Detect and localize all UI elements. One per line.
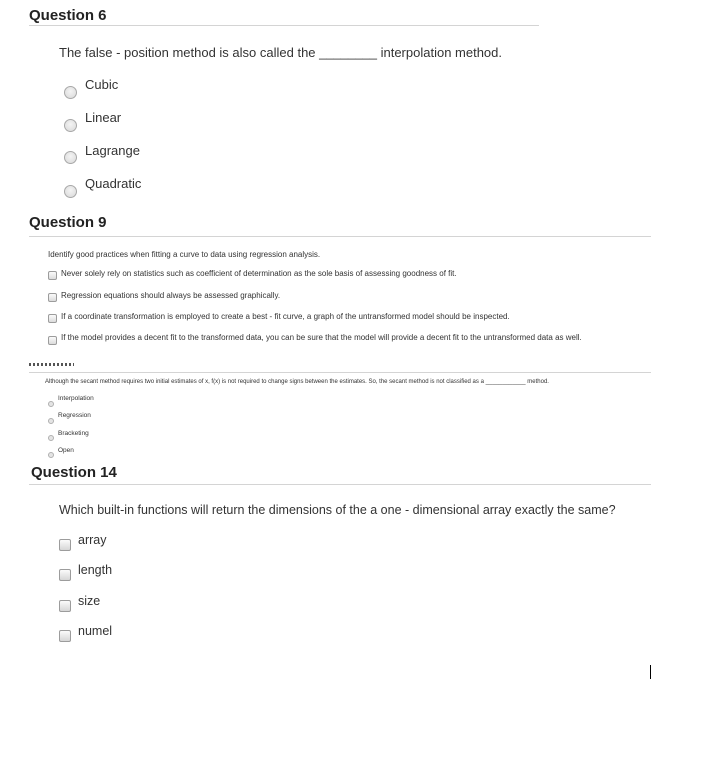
option-open-label[interactable]: Open [58,447,74,454]
text-cursor [650,665,651,679]
checkbox-size[interactable] [59,600,71,612]
option-interpolation-label[interactable]: Interpolation [58,395,94,402]
option-regression-label[interactable]: Regression [58,412,91,419]
question-11-prompt: Although the secant method requires two initial estimates of x, f(x) is not required to change signs between the estimates. So, the secant method is not classified as a ____________ method. [45,379,549,385]
divider [29,236,651,237]
divider [29,25,539,26]
checkbox-coordinate-transformation[interactable] [48,314,57,323]
question-9-prompt: Identify good practices when fitting a curve to data using regression analysis. [48,250,321,259]
radio-regression[interactable] [48,418,54,424]
option-lagrange-label[interactable]: Lagrange [85,143,140,158]
question-9-title-cropped: Question 9 [29,214,107,231]
radio-interpolation[interactable] [48,401,54,407]
radio-bracketing[interactable] [48,435,54,441]
option-cubic-label[interactable]: Cubic [85,77,119,92]
option-quadratic-label[interactable]: Quadratic [85,176,142,191]
checkbox-array[interactable] [59,539,71,551]
option-coordinate-transformation-label[interactable]: If a coordinate transformation is employed to create a best - fit curve, a graph of the untransformed model should be inspected. [61,312,510,321]
divider [29,372,651,373]
checkbox-numel[interactable] [59,630,71,642]
option-bracketing-label[interactable]: Bracketing [58,430,89,437]
radio-open[interactable] [48,452,54,458]
question-6-prompt: The false - position method is also called the ________ interpolation method. [59,45,503,60]
checkbox-length[interactable] [59,569,71,581]
option-linear-label[interactable]: Linear [85,110,122,125]
divider [29,484,651,485]
question-6-title: Question 6 [29,7,107,24]
question-14-title: Question 14 [31,464,117,481]
option-assess-graphically-label[interactable]: Regression equations should always be assessed graphically. [61,291,281,300]
checkbox-never-rely-stats[interactable] [48,271,57,280]
question-14-prompt: Which built-in functions will return the dimensions of the a one - dimensional array exactly the same? [59,503,616,517]
option-size-label[interactable]: size [78,594,101,608]
option-transformed-data-label[interactable]: If the model provides a decent fit to the transformed data, you can be sure that the model will provide a decent fit to the untransformed data as well. [61,333,582,342]
question-11-title-cropped [29,363,74,366]
option-never-rely-stats-label[interactable]: Never solely rely on statistics such as coefficient of determination as the sole basis of assessing goodness of fit. [61,269,457,278]
option-length-label[interactable]: length [78,563,113,577]
radio-quadratic[interactable] [64,185,77,198]
checkbox-assess-graphically[interactable] [48,293,57,302]
checkbox-transformed-data[interactable] [48,336,57,345]
radio-cubic[interactable] [64,86,77,99]
radio-linear[interactable] [64,119,77,132]
option-array-label[interactable]: array [78,533,107,547]
radio-lagrange[interactable] [64,151,77,164]
option-numel-label[interactable]: numel [78,624,113,638]
